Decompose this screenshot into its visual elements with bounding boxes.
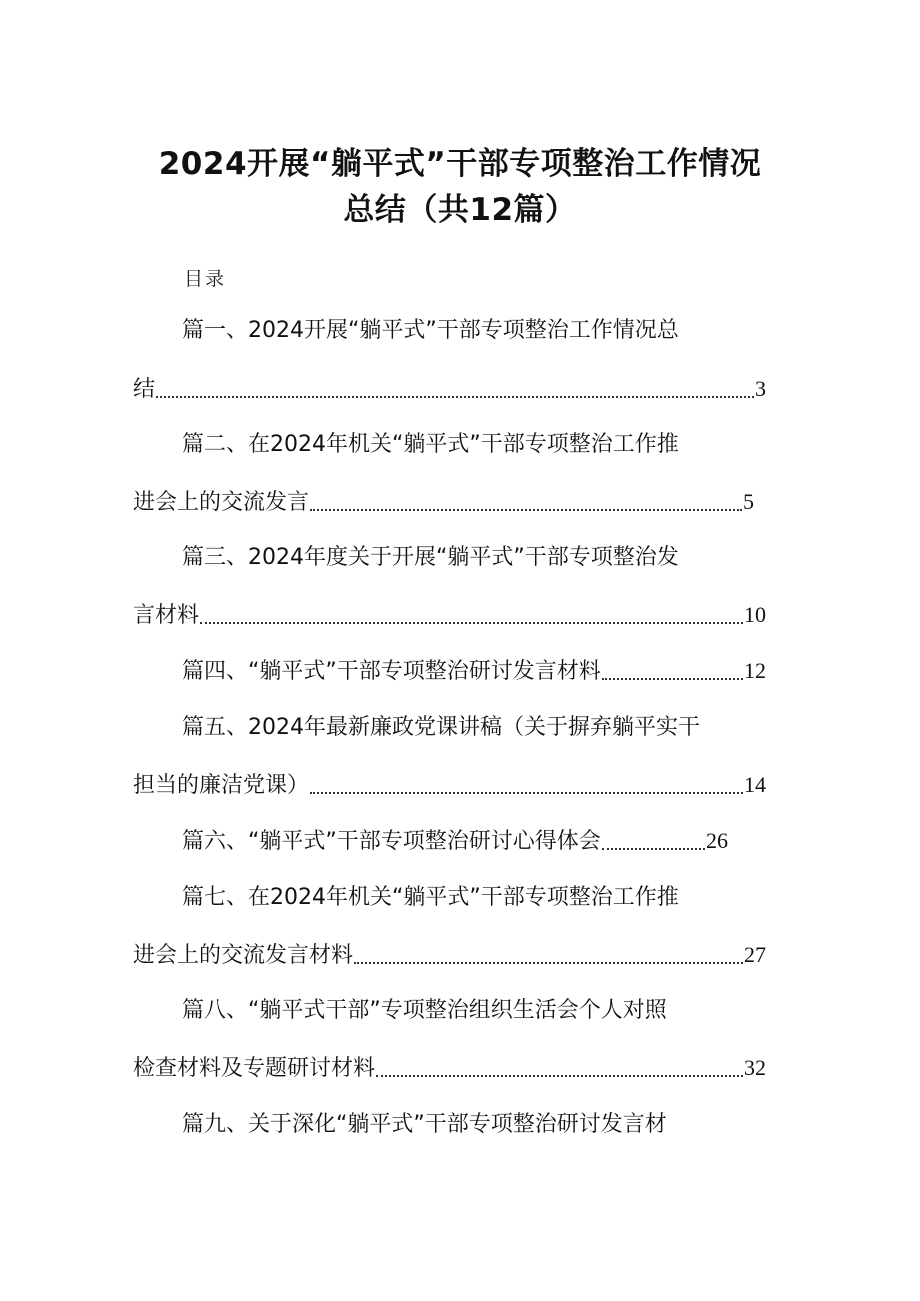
toc-entry-text: 进会上的交流发言 [133,490,310,515]
toc-entry-7-line2[interactable] [133,940,766,970]
dot-leader [602,678,743,680]
toc-entry-3-line1[interactable]: 篇三、2024年度关于开展“躺平式”干部专项整治发 [182,545,679,570]
toc-entry-text: 篇六、“躺平式”干部专项整治研讨心得体会 [182,829,601,854]
toc-page-number: 12 [744,658,766,683]
toc-page-number: 26 [706,828,728,853]
toc-entry-2-line1[interactable]: 篇二、在2024年机关“躺平式”干部专项整治工作推 [182,432,679,457]
toc-page-number: 10 [744,602,766,627]
toc-entry-text: 进会上的交流发言材料 [133,943,354,968]
toc-entry-text: 担当的廉洁党课） [133,773,310,798]
document-title-line1: 2024开展“躺平式”干部专项整治工作情况 [158,146,762,182]
toc-entry-text: 篇四、“躺平式”干部专项整治研讨发言材料 [182,659,601,684]
toc-entry-text: 言材料 [133,603,200,628]
toc-entry-1-line1[interactable]: 篇一、2024开展“躺平式”干部专项整治工作情况总 [182,318,679,343]
toc-entry-5-line2[interactable] [133,770,766,800]
dot-leader [200,622,743,624]
dot-leader [310,792,743,794]
toc-page-number: 5 [743,489,754,514]
toc-page-number: 32 [744,1055,766,1080]
toc-entry-9-line1[interactable]: 篇九、关于深化“躺平式”干部专项整治研讨发言材 [182,1112,667,1137]
dot-leader [354,962,743,964]
toc-page-number: 3 [755,376,766,401]
toc-entry-3-line2[interactable] [133,600,766,630]
toc-entry-text: 结 [133,377,156,402]
toc-entry-5-line1[interactable]: 篇五、2024年最新廉政党课讲稿（关于摒弃躺平实干 [182,715,700,740]
toc-heading: 目录 [184,268,227,290]
dot-leader [156,396,754,398]
toc-entry-1-line2[interactable] [133,374,766,404]
dot-leader [310,509,742,511]
toc-page-number: 14 [744,772,766,797]
dot-leader [602,848,705,850]
toc-entry-6[interactable] [182,826,728,856]
document-title-line2: 总结（共12篇） [343,192,577,228]
toc-entry-8-line1[interactable]: 篇八、“躺平式干部”专项整治组织生活会个人对照 [182,998,667,1023]
toc-entry-7-line1[interactable]: 篇七、在2024年机关“躺平式”干部专项整治工作推 [182,885,679,910]
toc-entry-4[interactable] [182,656,766,686]
dot-leader [376,1075,743,1077]
toc-entry-text: 检查材料及专题研讨材料 [133,1056,376,1081]
toc-page-number: 27 [744,942,766,967]
toc-entry-2-line2[interactable] [133,487,754,517]
toc-entry-8-line2[interactable] [133,1053,766,1083]
